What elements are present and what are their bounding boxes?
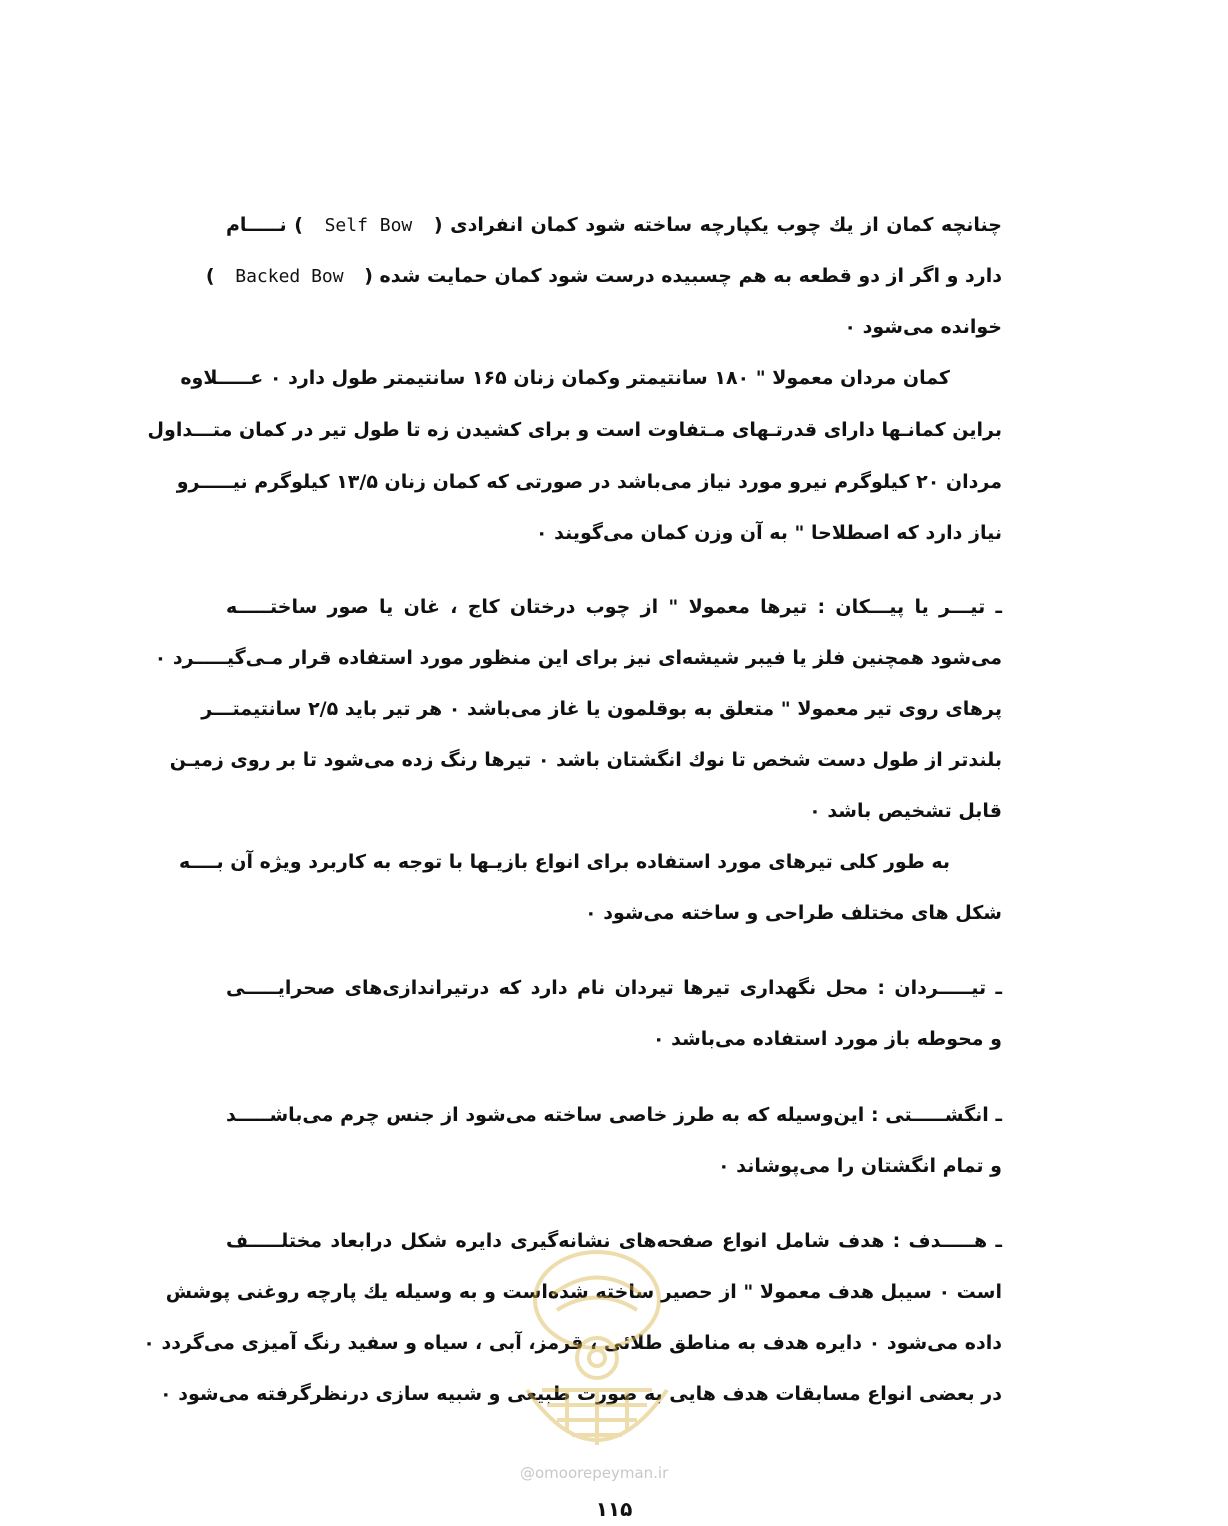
- text-line: [226, 1101, 1002, 1131]
- text-span: هدف شامل انواع صفحه‌های نشانه‌گیری دایره شکل درابعاد مختلـــــف: [226, 1230, 885, 1252]
- text-span: ) نـــــام: [226, 214, 303, 236]
- text-line: شکل های مختلف طراحی و ساخته می‌شود ۰: [584, 902, 1002, 924]
- section-heading: ـ انگشـــــتی :: [871, 1104, 1002, 1126]
- text-span: تیرها معمولا " از چوب درختان کاج ، غان یا صور ساختـــــه: [226, 596, 808, 618]
- text-line: [226, 593, 1002, 623]
- text-line: [205, 262, 1002, 292]
- text-line: داده می‌شود ۰ دایره هدف به مناطق طلائی ، قرمز، آبی ، سیاه و سفید رنگ آمیزی می‌گردد ۰: [143, 1332, 1002, 1354]
- text-line: بلندتر از طول دست شخص تا نوك انگشتان باشد ۰ تیرها رنگ زده می‌شود تا بر روی زمیـن: [169, 749, 1002, 771]
- text-line: و محوطه باز مورد استفاده می‌باشد ۰: [652, 1028, 1002, 1050]
- text-line: کمان مردان معمولا " ۱۸۰ سانتیمتر وکمان زنان ۱۶۵ سانتیمتر طول دارد ۰ عـــــلاوه: [180, 367, 950, 389]
- text-span: محل نگهداری تیرها تیردان نام دارد که درتیراندازی‌های صحرایـــــی: [226, 977, 868, 999]
- section-heading: ـ تیـــــردان :: [877, 977, 1002, 999]
- watermark-url: @omoorepeyman.ir: [520, 1464, 669, 1482]
- text-line: مردان ۲۰ کیلوگرم نیرو مورد نیاز می‌باشد در صورتی که کمان زنان ۱۳/۵ کیلوگرم نیـــــرو: [176, 471, 1002, 493]
- text-line: می‌شود همچنین فلز یا فیبر شیشه‌ای نیز برای این منظور مورد استفاده قرار مـی‌گیـــــرد ۰: [154, 647, 1002, 669]
- text-line: [226, 1227, 1002, 1257]
- latin-term: Self Bow: [324, 215, 413, 236]
- text-span: چنانچه کمان از یك چوب یکپارچه ساخته شود کمان انفرادی (: [433, 214, 1002, 236]
- text-line: نیاز دارد که اصطلاحا " به آن وزن کمان می‌گویند ۰: [535, 522, 1002, 544]
- text-line: براین کمانـها دارای قدرتـهای مـتفاوت است و برای کشیدن زه تا طول تیر در کمان متـــداول: [147, 419, 1002, 441]
- text-span: این‌وسیله که به طرز خاصی ساخته می‌شود از جنس چرم می‌باشـــــد: [226, 1104, 865, 1126]
- text-line: است ۰ سیبل هدف معمولا " از حصیر ساخته شده‌است و به وسیله یك پارچه روغنی پوشش: [165, 1281, 1002, 1303]
- section-heading: ـ هـــــدف :: [892, 1230, 1002, 1252]
- text-line: [226, 211, 1002, 241]
- text-line: پرهای روی تیر معمولا " متعلق به بوقلمون یا غاز می‌باشد ۰ هر تیر باید ۲/۵ سانتیمتـــر: [201, 698, 1002, 720]
- text-line: و تمام انگشتان را می‌پوشاند ۰: [718, 1155, 1002, 1177]
- text-line: خوانده می‌شود ۰: [844, 316, 1002, 338]
- text-line: [226, 974, 1002, 1004]
- text-line: در بعضی انواع مسابقات هدف هایی به صورت طبیعی و شبیه سازی درنظرگرفته می‌شود ۰: [160, 1383, 1002, 1405]
- latin-term: Backed Bow: [235, 266, 344, 287]
- text-span: دارد و اگر از دو قطعه به هم چسبیده درست شود کمان حمایت شده (: [364, 265, 1002, 287]
- text-span: ): [205, 265, 215, 287]
- page-number: ۱۱۵: [595, 1497, 633, 1521]
- text-line: به طور کلی تیرهای مورد استفاده برای انواع بازیـها با توجه به کاربرد ویژه آن بــــه: [179, 851, 950, 873]
- section-heading: ـ تیـــر یا پیـــکان :: [817, 596, 1002, 618]
- text-line: قابل تشخیص باشد ۰: [809, 800, 1002, 822]
